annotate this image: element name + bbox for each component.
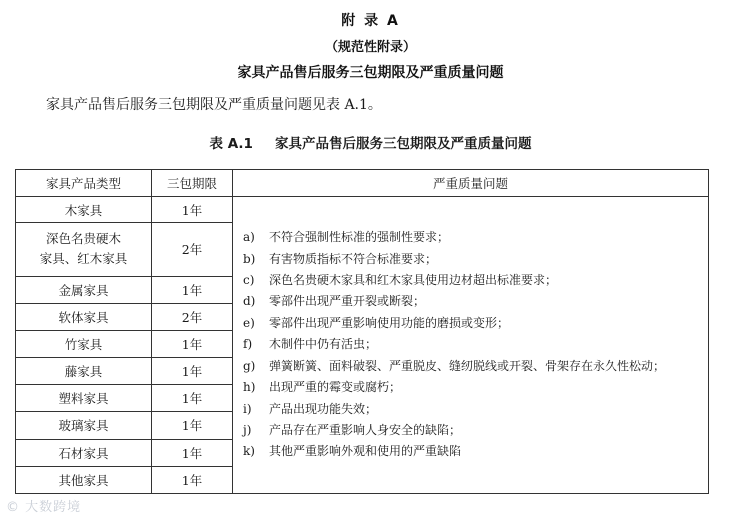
issue-text: 深色名贵硬木家具和红木家具使用边材超出标准要求； [269, 273, 558, 288]
issue-text: 木制件中仍有活虫； [269, 337, 378, 352]
product-type-cell: 其他家具 [16, 466, 152, 493]
issue-text: 有害物质指标不符合标准要求； [269, 251, 438, 266]
aftersales-table [15, 169, 709, 494]
issue-item [243, 377, 708, 398]
issue-item [243, 249, 708, 270]
issue-letter: d) [243, 294, 256, 309]
product-type-cell: 木家具 [16, 197, 152, 223]
warranty-period-cell: 1年 [152, 358, 233, 385]
issue-letter: e) [243, 315, 255, 330]
appendix-note: （规范性附录） [324, 40, 416, 55]
issue-text: 弹簧断簧、面料破裂、严重脱皮、缝纫脱线或开裂、骨架存在永久性松动； [269, 358, 666, 373]
warranty-period-cell: 2年 [152, 303, 233, 330]
issue-text: 出现严重的霉变或腐朽； [269, 380, 402, 395]
header-quality-issues: 严重质量问题 [233, 170, 709, 197]
table-caption [0, 132, 741, 152]
issue-text: 产品出现功能失效； [269, 401, 378, 416]
product-type-cell: 竹家具 [16, 330, 152, 357]
issue-letter: h) [243, 380, 256, 395]
issue-letter: a) [243, 230, 255, 245]
product-type-cell: 软体家具 [16, 303, 152, 330]
issue-item [243, 420, 708, 441]
issue-letter: c) [243, 273, 255, 288]
issue-item [243, 356, 708, 377]
issue-letter: b) [243, 251, 256, 266]
product-type-line: 家具、红木家具 [39, 251, 128, 267]
issue-item [243, 399, 708, 420]
warranty-period-cell: 2年 [152, 223, 233, 276]
product-type-cell: 塑料家具 [16, 385, 152, 412]
quality-issues-cell [233, 197, 709, 494]
issue-letter: i) [243, 401, 252, 416]
intro-paragraph: 家具产品售后服务三包期限及严重质量问题见表 A.1。 [46, 97, 382, 113]
product-type-line: 深色名贵硬木 [45, 231, 121, 247]
issue-text: 产品存在严重影响人身安全的缺陷； [269, 422, 462, 437]
warranty-period-cell: 1年 [152, 385, 233, 412]
product-type-cell: 藤家具 [16, 358, 152, 385]
table-header-row [16, 170, 709, 197]
warranty-period-cell: 1年 [152, 412, 233, 439]
issue-letter: g) [243, 358, 256, 373]
issue-text: 零部件出现严重影响使用功能的磨损或变形； [269, 315, 510, 330]
appendix-heading: 家具产品售后服务三包期限及严重质量问题 [237, 65, 504, 81]
issue-letter: f) [243, 337, 253, 352]
product-type-cell [16, 223, 152, 276]
issue-item [243, 227, 708, 248]
warranty-period-cell: 1年 [152, 197, 233, 223]
product-type-cell: 金属家具 [16, 276, 152, 303]
warranty-period-cell: 1年 [152, 276, 233, 303]
issue-item [243, 334, 708, 355]
table-row [16, 197, 709, 223]
warranty-period-cell: 1年 [152, 330, 233, 357]
issue-text: 零部件出现严重开裂或断裂； [269, 294, 426, 309]
issue-text: 不符合强制性标准的强制性要求； [269, 230, 450, 245]
issue-letter: j) [243, 422, 252, 437]
issue-item [243, 313, 708, 334]
issue-item [243, 291, 708, 312]
header-warranty-period: 三包期限 [152, 170, 233, 197]
table-caption-text: 家具产品售后服务三包期限及严重质量问题 [274, 136, 532, 152]
watermark: © 大数跨境 [6, 500, 82, 515]
table-number: 表 A.1 [209, 136, 253, 152]
warranty-period-cell: 1年 [152, 466, 233, 493]
header-product-type: 家具产品类型 [16, 170, 152, 197]
issue-letter: k) [243, 444, 255, 459]
appendix-title: 附 录 A [341, 13, 400, 29]
warranty-period-cell: 1年 [152, 439, 233, 466]
product-type-cell: 玻璃家具 [16, 412, 152, 439]
issue-text: 其他严重影响外观和使用的严重缺陷 [269, 444, 462, 459]
issue-item [243, 270, 708, 291]
product-type-cell: 石材家具 [16, 439, 152, 466]
issue-item [243, 441, 708, 462]
